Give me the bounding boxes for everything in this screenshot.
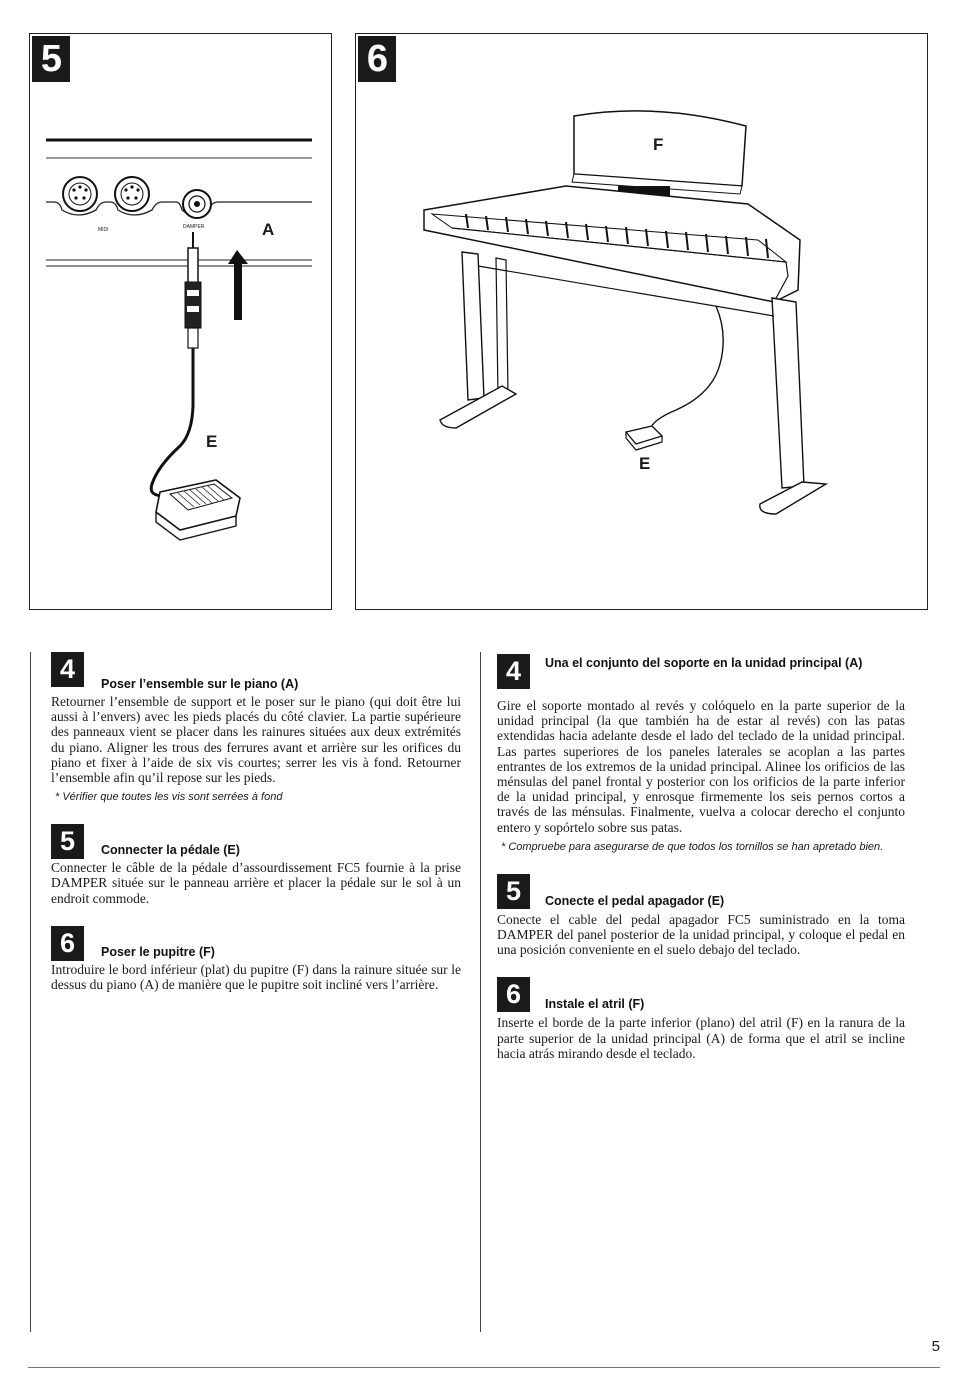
section-title: Conecte el pedal apagador (E): [545, 893, 725, 908]
french-column: [51, 652, 461, 992]
step-badge-6: 6: [51, 926, 84, 961]
es-section-attach-stand: [497, 652, 905, 854]
section-body: Introduire le bord inférieur (plat) du pupitre (F) dans la rainure située sur le dessus du piano (A) de manière que le pupitre soit incliné vers l’arrière.: [51, 961, 461, 993]
jack-label-damper: DAMPER: [183, 224, 205, 230]
step-badge-6: 6: [497, 977, 530, 1012]
section-body: Connecter le câble de la pédale d’assourdissement FC5 fournie à la prise DAMPER située sur le panneau arrière et placer la pédale sur le sol à un endroit commode.: [51, 860, 461, 906]
section-body: Gire el soporte montado al revés y colóquelo en la parte superior de la unidad principal (la que también ha de estar al revés) con las patas extendidas hacia adelante desde el lado del teclado de la unidad principal. Las partes superiores de los paneles laterales se acoplan a las partes entrantes de los extremos de la unidad principal. Alinee los orificios de las ménsulas del panel frontal y posterior con los orificios de la parte inferior de la unidad principal, y enrosque firmemente los seis pernos cortos a través de las ménsulas. Finalmente, vuelva a colocar derecho el conjunto entero y sopórtelo sobre sus patas.: [497, 698, 905, 835]
section-title: Connecter la pédale (E): [101, 843, 240, 858]
section-body: Retourner l’ensemble de support et le poser sur le piano (qui doit être lui aussi à l’envers) avec les pieds placés du côté clavier. La partie supérieure des panneaux vient se placer dans les rainures situées aux deux extrémités du piano. Aligner les trous des ferrures avant et arrière sur les orifices du piano et fixer à l’aide de six vis courtes; serrer les vis à fond. Retourner l’ensemble afin qu’il repose sur les pieds.: [51, 694, 461, 786]
section-title: Poser le pupitre (F): [101, 944, 215, 959]
piano-stand-illustration: [356, 34, 926, 608]
section-note: * Vérifier que toutes les vis sont serrées à fond: [55, 791, 283, 804]
section-body: Inserte el borde de la parte inferior (plano) del atril (F) en la ranura de la parte superior de la unidad principal (A) de forma que el atril se incline hacia atrás mirando desde el teclado.: [497, 1015, 905, 1061]
left-column-rule: [30, 652, 31, 1332]
jack-label-midi: MIDI: [98, 227, 109, 233]
pedal-connection-illustration: [30, 34, 330, 608]
figure-panel-install-music-rest: [355, 33, 928, 610]
figure-label-e: E: [206, 432, 218, 451]
figure-panel-connect-pedal: [29, 33, 332, 610]
fr-section-attach-stand: [51, 652, 461, 804]
figure-label-a: A: [262, 220, 275, 239]
section-title: Una el conjunto del soporte en la unidad principal (A): [545, 656, 863, 670]
fr-section-music-rest: [51, 926, 461, 992]
section-title: Instale el atril (F): [545, 997, 645, 1012]
step-badge-5: 5: [51, 824, 84, 859]
bottom-rule: [28, 1367, 940, 1368]
es-section-music-rest: [497, 977, 905, 1061]
section-body: Conecte el cable del pedal apagador FC5 suministrado en la toma DAMPER del panel posterior de la unidad principal, y coloque el pedal en una posición conveniente en el suelo debajo del teclado.: [497, 911, 905, 958]
fr-section-connect-pedal: [51, 824, 461, 906]
step-badge-6: 6: [358, 36, 396, 82]
page-number: 5: [931, 1338, 940, 1355]
section-note: * Compruebe para asegurarse de que todos los tornillos se han apretado bien.: [501, 840, 884, 853]
es-section-connect-pedal: [497, 874, 905, 958]
center-column-rule: [480, 652, 481, 1332]
figure-label-e: E: [639, 454, 651, 473]
step-badge-5: 5: [497, 874, 530, 909]
spanish-column: [497, 652, 905, 1061]
step-badge-5: 5: [32, 36, 70, 82]
step-badge-4: 4: [51, 652, 84, 687]
step-badge-4: 4: [497, 654, 530, 689]
section-title: Poser l’ensemble sur le piano (A): [101, 677, 299, 691]
figure-label-f: F: [653, 135, 664, 154]
